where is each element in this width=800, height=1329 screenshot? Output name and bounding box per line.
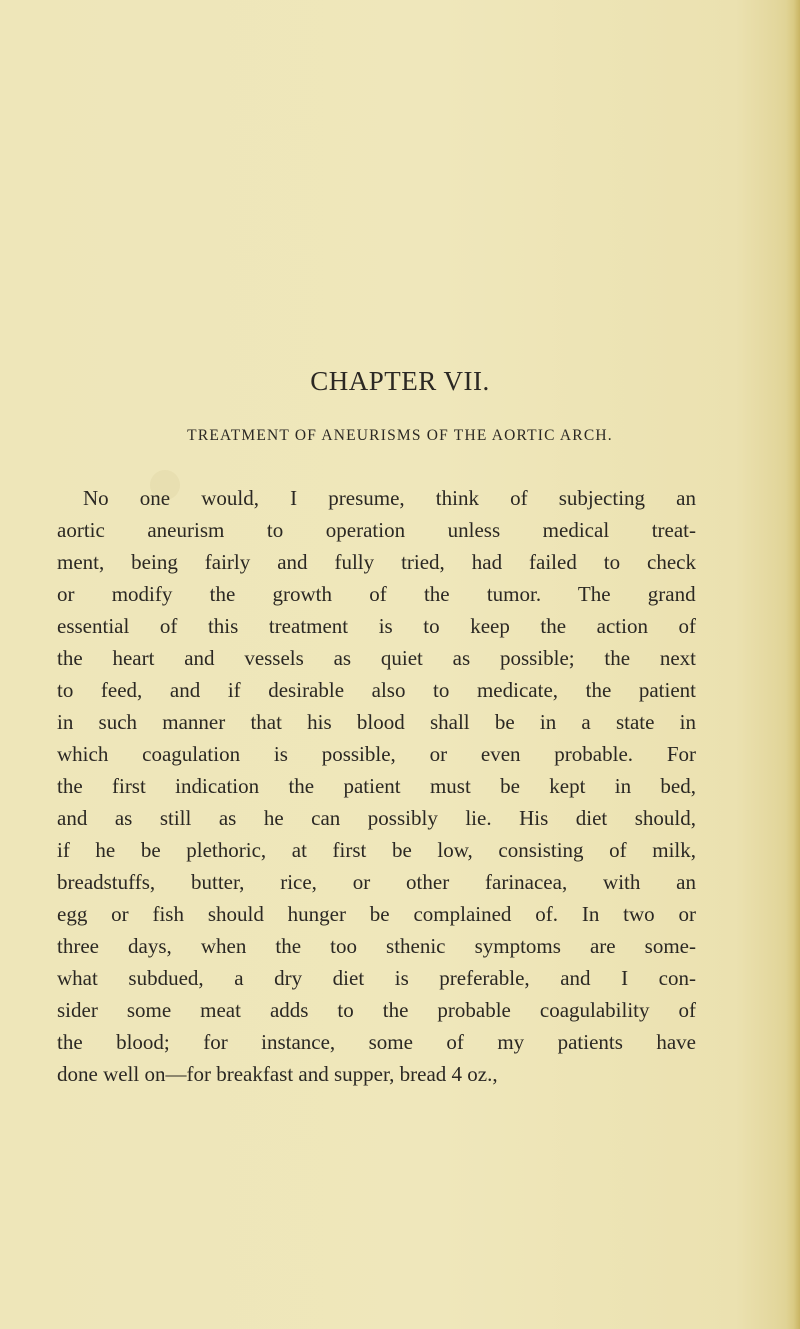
text-line-content: the blood; for instance, some of my patients have	[57, 1030, 696, 1054]
text-line	[0, 898, 800, 930]
text-line	[0, 610, 800, 642]
section-heading: TREATMENT OF ANEURISMS OF THE AORTIC ARCH.	[187, 427, 613, 444]
text-line	[0, 706, 800, 738]
text-line-content: which coagulation is possible, or even probable. For	[57, 742, 696, 766]
text-line-content: ment, being fairly and fully tried, had failed to check	[57, 550, 696, 574]
text-line-content: the heart and vessels as quiet as possible; the next	[57, 646, 696, 670]
chapter-title: CHAPTER VII.	[310, 366, 490, 396]
text-line	[0, 802, 800, 834]
text-line	[0, 962, 800, 994]
text-line	[0, 514, 800, 546]
text-line	[0, 546, 800, 578]
text-line-content: or modify the growth of the tumor. The grand	[57, 582, 696, 606]
text-line	[0, 770, 800, 802]
text-line-content: sider some meat adds to the probable coagulability of	[57, 998, 696, 1022]
text-line	[0, 482, 800, 514]
text-line-content: if he be plethoric, at first be low, consisting of milk,	[57, 838, 696, 862]
text-line	[0, 866, 800, 898]
text-line-content: aortic aneurism to operation unless medical treat-	[57, 518, 696, 542]
text-line	[0, 834, 800, 866]
text-line-content: three days, when the too sthenic symptoms are some-	[57, 934, 696, 958]
text-line-content: what subdued, a dry diet is preferable, and I con-	[57, 966, 696, 990]
text-line-content: in such manner that his blood shall be in a state in	[57, 710, 696, 734]
text-line	[0, 994, 800, 1026]
text-line	[0, 1058, 800, 1090]
text-line	[0, 930, 800, 962]
text-line-content: the first indication the patient must be kept in bed,	[57, 774, 696, 798]
text-line-content: breadstuffs, butter, rice, or other farinacea, with an	[57, 870, 696, 894]
text-line-content: egg or fish should hunger be complained of. In two or	[57, 902, 696, 926]
text-line	[0, 1026, 800, 1058]
text-line	[0, 642, 800, 674]
text-line-content: essential of this treatment is to keep the action of	[57, 614, 696, 638]
text-line	[0, 674, 800, 706]
text-line	[0, 578, 800, 610]
text-line-content: and as still as he can possibly lie. His diet should,	[57, 806, 696, 830]
text-line-content: done well on—for breakfast and supper, bread 4 oz.,	[57, 1062, 498, 1086]
text-line-content: to feed, and if desirable also to medicate, the patient	[57, 678, 696, 702]
text-line-content: No one would, I presume, think of subjecting an	[83, 486, 696, 510]
text-line	[0, 738, 800, 770]
